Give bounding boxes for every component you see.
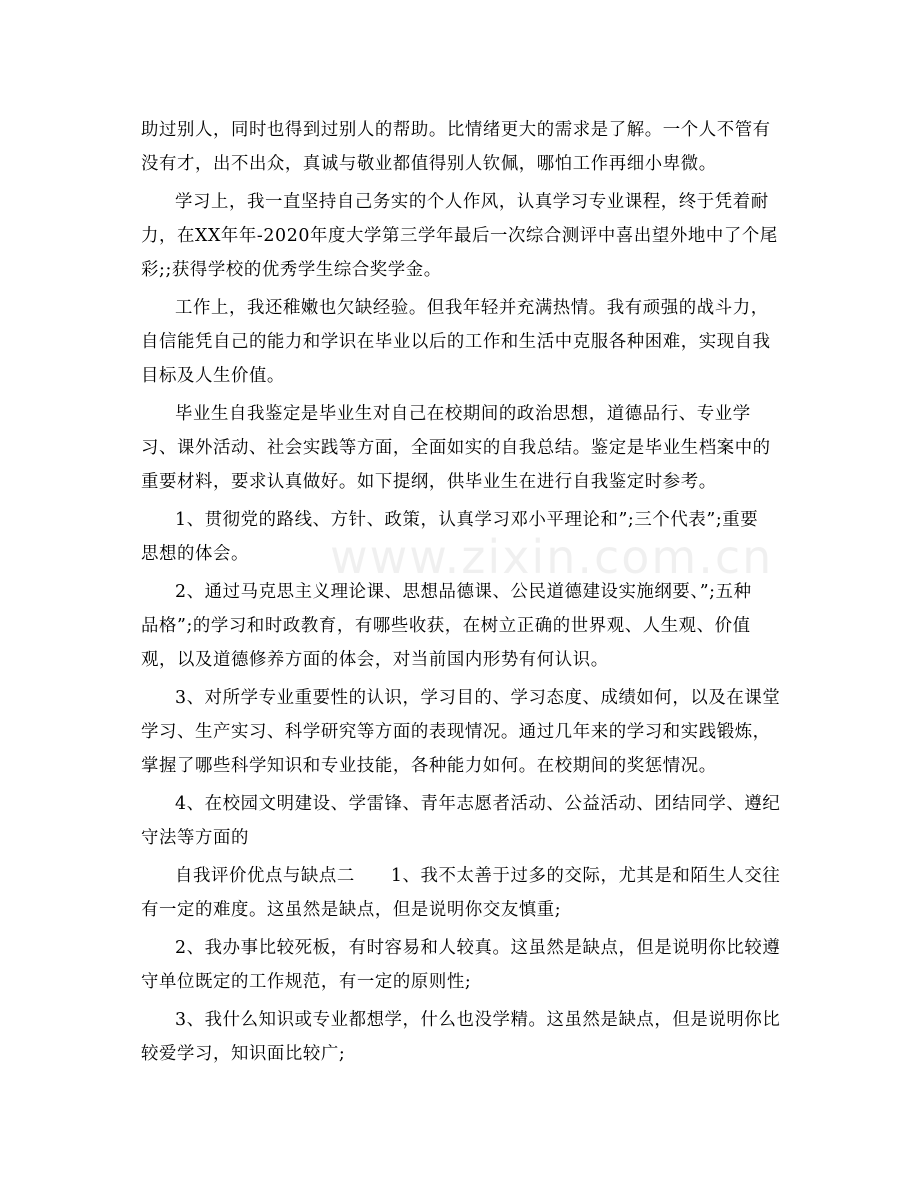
text-line: 自我评价优点与缺点二 1、我不太善于过多的交际，尤其是和陌生人交往 [175, 866, 781, 886]
text-line: 较爱学习，知识面比较广; [141, 1044, 346, 1064]
text-line: 助过别人，同时也得到过别人的帮助。比情绪更大的需求是了解。一个人不管有 [141, 120, 771, 140]
text-line: 没有才，出不出众，真诚与敬业都值得别人钦佩，哪怕工作再细小卑微。 [141, 154, 717, 174]
text-line: 自信能凭自己的能力和学识在毕业以后的工作和生活中克服各种困难，实现自我 [141, 332, 771, 352]
text-line: 掌握了哪些科学知识和专业技能，各种能力如何。在校期间的奖惩情况。 [141, 756, 717, 776]
text-line: 3、对所学专业重要性的认识，学习目的、学习态度、成绩如何，以及在课堂 [175, 688, 781, 708]
text-line: 2、我办事比较死板，有时容易和人较真。这虽然是缺点，但是说明你比较遵 [175, 938, 781, 958]
text-line: 习、课外活动、社会实践等方面，全面如实的自我总结。鉴定是毕业生档案中的 [141, 438, 771, 458]
text-line: 重要材料，要求认真做好。如下提纲，供毕业生在进行自我鉴定时参考。 [141, 472, 717, 492]
text-line: 彩;;获得学校的优秀学生综合奖学金。 [141, 260, 442, 280]
text-line: 工作上，我还稚嫩也欠缺经验。但我年轻并充满热情。我有顽强的战斗力， [175, 298, 769, 318]
text-line: 品格”;的学习和时政教育，有哪些收获，在树立正确的世界观、人生观、价值 [141, 616, 751, 636]
text-line: 有一定的难度。这虽然是缺点，但是说明你交友慎重; [141, 900, 562, 920]
text-line: 1、贯彻党的路线、方针、政策，认真学习邓小平理论和”;三个代表”;重要 [175, 510, 759, 530]
text-line: 学习上，我一直坚持自己务实的个人作风，认真学习专业课程，终于凭着耐 [175, 192, 769, 212]
text-line: 思想的体会。 [141, 544, 249, 564]
text-line: 守法等方面的 [141, 828, 249, 848]
text-line: 学习、生产实习、科学研究等方面的表现情况。通过几年来的学习和实践锻炼， [141, 722, 771, 742]
text-line: 2、通过马克思主义理论课、思想品德课、公民道德建设实施纲要、”;五种 [175, 582, 752, 602]
watermark: www.zixin.com.cn [330, 530, 774, 584]
text-line: 力，在XX年年-2020年度大学第三学年最后一次综合测评中喜出望外地中了个尾 [141, 226, 778, 246]
text-line: 目标及人生价值。 [141, 366, 285, 386]
text-line: 守单位既定的工作规范，有一定的原则性; [141, 972, 472, 992]
text-line: 毕业生自我鉴定是毕业生对自己在校期间的政治思想，道德品行、专业学 [175, 404, 751, 424]
text-line: 观，以及道德修养方面的体会，对当前国内形势有何认识。 [141, 650, 609, 670]
text-line: 3、我什么知识或专业都想学，什么也没学精。这虽然是缺点，但是说明你比 [175, 1010, 781, 1030]
text-line: 4、在校园文明建设、学雷锋、青年志愿者活动、公益活动、团结同学、遵纪 [175, 794, 781, 814]
